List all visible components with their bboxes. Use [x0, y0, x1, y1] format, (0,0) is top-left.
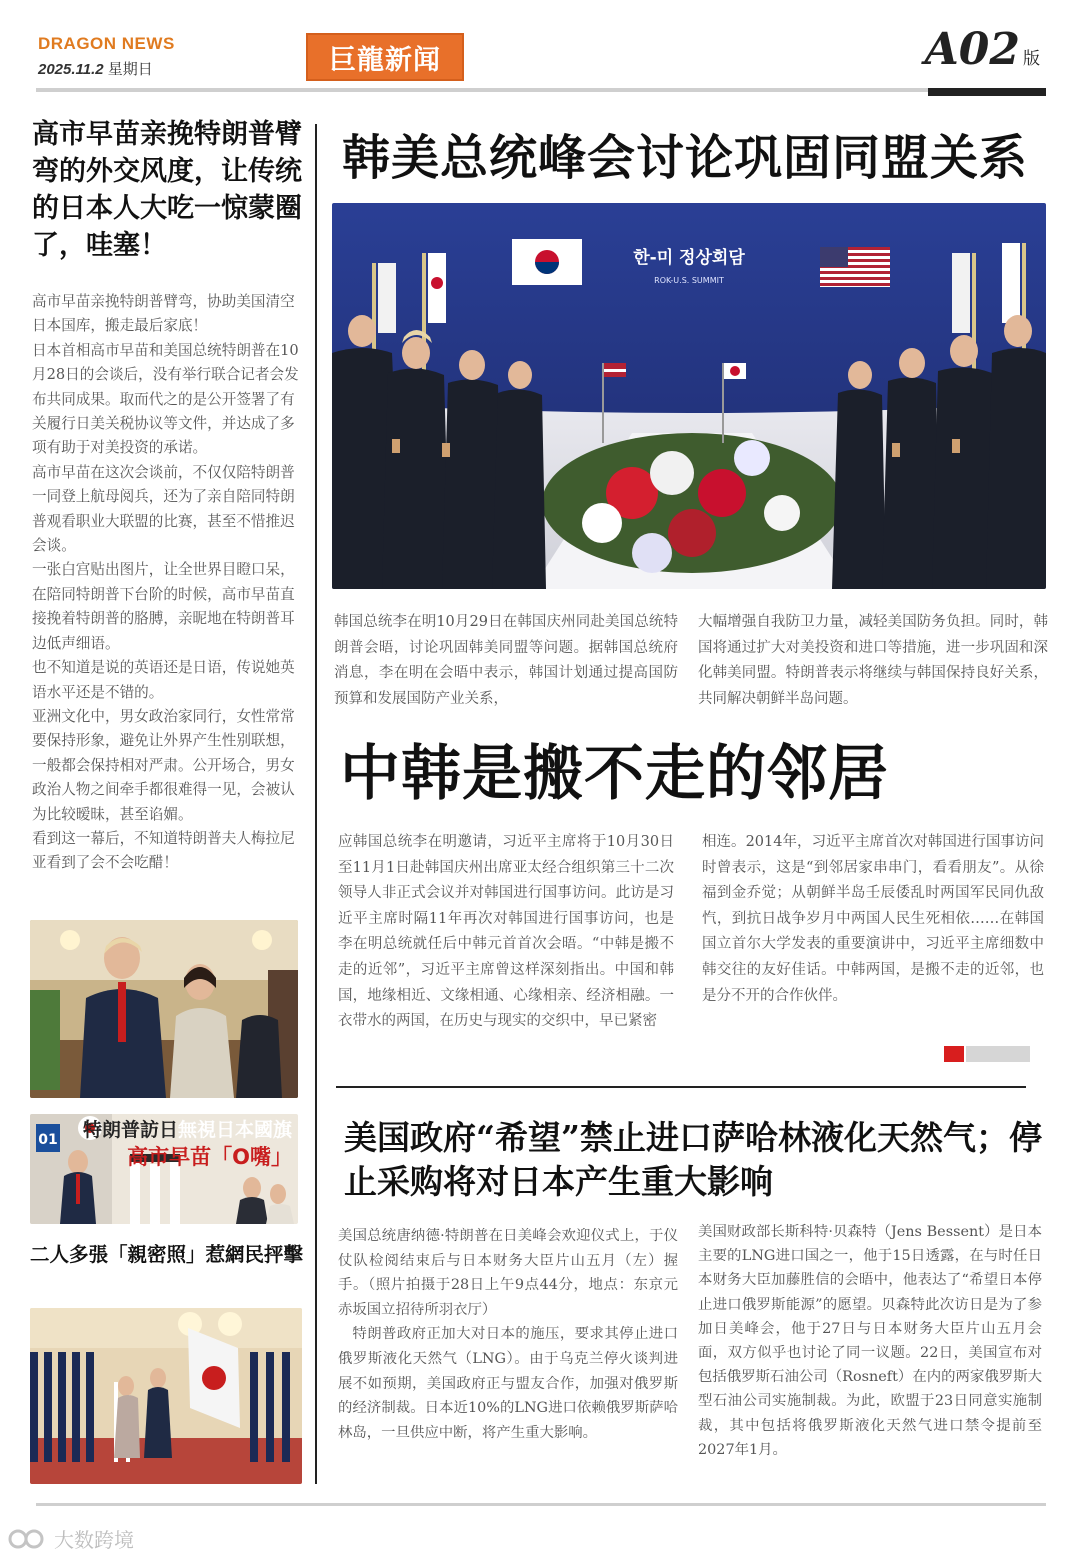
photo-summit: [332, 203, 1046, 589]
watermark-text: 大数跨境: [54, 1528, 134, 1552]
left-paragraph: 亚洲文化中，男女政治家同行，女性常常要保持形象，避免让外界产生性别联想，一般都会保持相对严肃。公开场合，男女政治人物之间牵手都很难得一见，会被认为比较暧昧，甚至谄媚。: [32, 707, 295, 823]
summit-banner: 한-미 정상회담: [633, 248, 745, 268]
article1-headline: 韩美总统峰会讨论巩固同盟关系: [342, 130, 1029, 186]
overlay-line2: 高市早苗「O嘴」: [127, 1145, 292, 1169]
article2-col1: 应韩国总统李在明邀请，习近平主席将于10月30日至11月1日赴韩国庆州出席亚太经合组织第三十二次领导人非正式会议并对韩国进行国事访问。此访是习近平主席时隔11年再次对韩国进行国事访问，也是李在明总统就任后中韩元首首次会晤。“中韩是搬不走的近邻”，习近平主席曾这样深刻指出。中国和韩国，地缘相近、文缘相通、心缘相亲、经济相融。一衣带水的两国，在历史与现实的交织中，早已紧密: [338, 834, 674, 1030]
summit-banner-sub: ROK-U.S. SUMMIT: [654, 276, 724, 285]
article2-col2: 相连。2014年，习近平主席首次对韩国进行国事访问时曾表示，这是“到邻居家串串门，看看朋友”。从徐福到金乔觉；从朝鲜半岛壬辰倭乱时两国军民同仇敌忾，到抗日战争岁月中两国人民生死相依……在韩国国立首尔大学发表的重要演讲中，习近平主席细数中韩交往的友好佳话。中韩两国，是搬不走的近邻，也是分不开的合作伙伴。: [702, 834, 1044, 1004]
end-mark-red: [944, 1046, 964, 1062]
header-rule-accent: [928, 88, 1046, 96]
svg-text:特朗普訪日無視日本國旗: [83, 1118, 292, 1141]
newspaper-logo: 巨龍新闻: [306, 33, 464, 81]
end-mark-grey: [966, 1046, 1030, 1062]
watermark: [8, 1524, 134, 1553]
article1-col2: 大幅增强自我防卫力量，减轻美国防务负担。同时，韩国将通过扩大对美投资和进口等措施，进一步巩固和深化韩美同盟。特朗普表示将继续与韩国保持良好关系，共同解决朝鲜半岛问题。: [698, 614, 1048, 707]
left-paragraph: 高市早苗亲挽特朗普臂弯，协助美国清空日本国库，搬走最后家底！: [32, 293, 295, 335]
left-paragraph: 一张白宫贴出图片，让全世界目瞪口呆，在陪同特朗普下台阶的时候，高市早苗直接挽着特朗普的胳膊，亲昵地在特朗普耳边低声细语。: [32, 561, 295, 652]
left-paragraph: 也不知道是说的英语还是日语，传说她英语水平还是不错的。: [32, 659, 295, 701]
left-paragraph: 高市早苗在这次会谈前，不仅仅陪特朗普一同登上航母阅兵，还为了亲自陪同特朗普观看职业大联盟的比赛，甚至不惜推迟会谈。: [32, 463, 295, 555]
left-paragraph: 日本首相高市早苗和美国总统特朗普在10月28日的会谈后，没有举行联合记者会发布共同成果。取而代之的是公开签署了有关履行日美关税协议等文件，并达成了多项有助于对美投资的承诺。: [32, 341, 299, 457]
article3-col1: [338, 1224, 678, 1445]
article2-headline: 中韩是搬不走的邻居: [340, 739, 889, 809]
column-divider: [315, 124, 317, 1484]
svg-text:01: 01: [38, 1132, 58, 1148]
article3-col2: 美国财政部长斯科特·贝森特（Jens Bessent）是日本主要的LNG进口国之一，他于15日透露，在与时任日本财务大臣加藤胜信的会晤中，他表达了“希望日本停止进口俄罗斯能源”的愿望。贝森特此次访日是为了参加日美峰会，他于27日与日本财务大臣片山五月会面，双方似乎也讨论了同一议题。22日，美国宣布对包括俄罗斯石油公司（Rosneft）在内的两家俄罗斯大型石油公司实施制裁。为此，欧盟于23日同意实施制裁，其中包括将俄罗斯液化天然气进口禁令提前至2027年1月。: [698, 1224, 1042, 1458]
page-number: [925, 24, 1040, 75]
overlay-line1b: 無視日本國旗: [177, 1119, 292, 1141]
left-paragraph: 看到这一幕后，不知道特朗普夫人梅拉尼亚看到了会不会吃醋！: [32, 829, 295, 872]
photo-trump-takaichi: [30, 920, 298, 1098]
photo-news-screenshot: [30, 1114, 298, 1224]
dateline: [38, 58, 153, 79]
photo-honor-guard: [30, 1308, 302, 1484]
page-number-value: A02: [924, 24, 1020, 75]
header-rule: [36, 88, 1046, 92]
overlay-line1: 特朗普訪日: [82, 1119, 178, 1141]
left-article-body: [32, 290, 302, 876]
issue-weekday: 星期日: [107, 61, 153, 78]
left-article-title: 高市早苗亲挽特朗普臂弯的外交风度，让传统的日本人大吃一惊蒙圈了，哇塞！: [32, 119, 302, 261]
section-rule: [336, 1086, 1026, 1088]
article3-paragraph: 特朗普政府正加大对日本的施压，要求其停止进口俄罗斯液化天然气（LNG）。由于乌克兰停火谈判进展不如预期，美国政府正与盟友合作，加强对俄罗斯的经济制裁。日本近10%的LNG进口依赖俄罗斯萨哈林岛，一旦供应中断，将产生重大影响。: [338, 1326, 678, 1441]
watermark-logo-icon: [8, 1526, 48, 1552]
photo-caption: 二人多張「親密照」惹網民抨擊: [30, 1224, 298, 1282]
issue-date: 2025.11.2: [38, 61, 104, 78]
page-suffix: 版: [1023, 49, 1040, 69]
brand-name: DRAGON NEWS: [38, 34, 175, 53]
article3-headline: 美国政府“希望”禁止进口萨哈林液化天然气；停止采购将对日本产生重大影响: [344, 1118, 1042, 1201]
article1-col1: 韩国总统李在明10月29日在韩国庆州同赴美国总统特朗普会晤，讨论巩固韩美同盟等问题。据韩国总统府消息，李在明在会晤中表示，韩国计划通过提高国防预算和发展国防产业关系，: [334, 614, 678, 707]
article3-paragraph: 美国总统唐纳德·特朗普在日美峰会欢迎仪式上，于仪仗队检阅结束后与日本财务大臣片山五月（左）握手。（照片拍摄于28日上午9点44分，地点：东京元赤坂国立招待所羽衣厅）: [338, 1228, 678, 1318]
footer-rule: [36, 1503, 1046, 1506]
left-article: [32, 116, 302, 876]
